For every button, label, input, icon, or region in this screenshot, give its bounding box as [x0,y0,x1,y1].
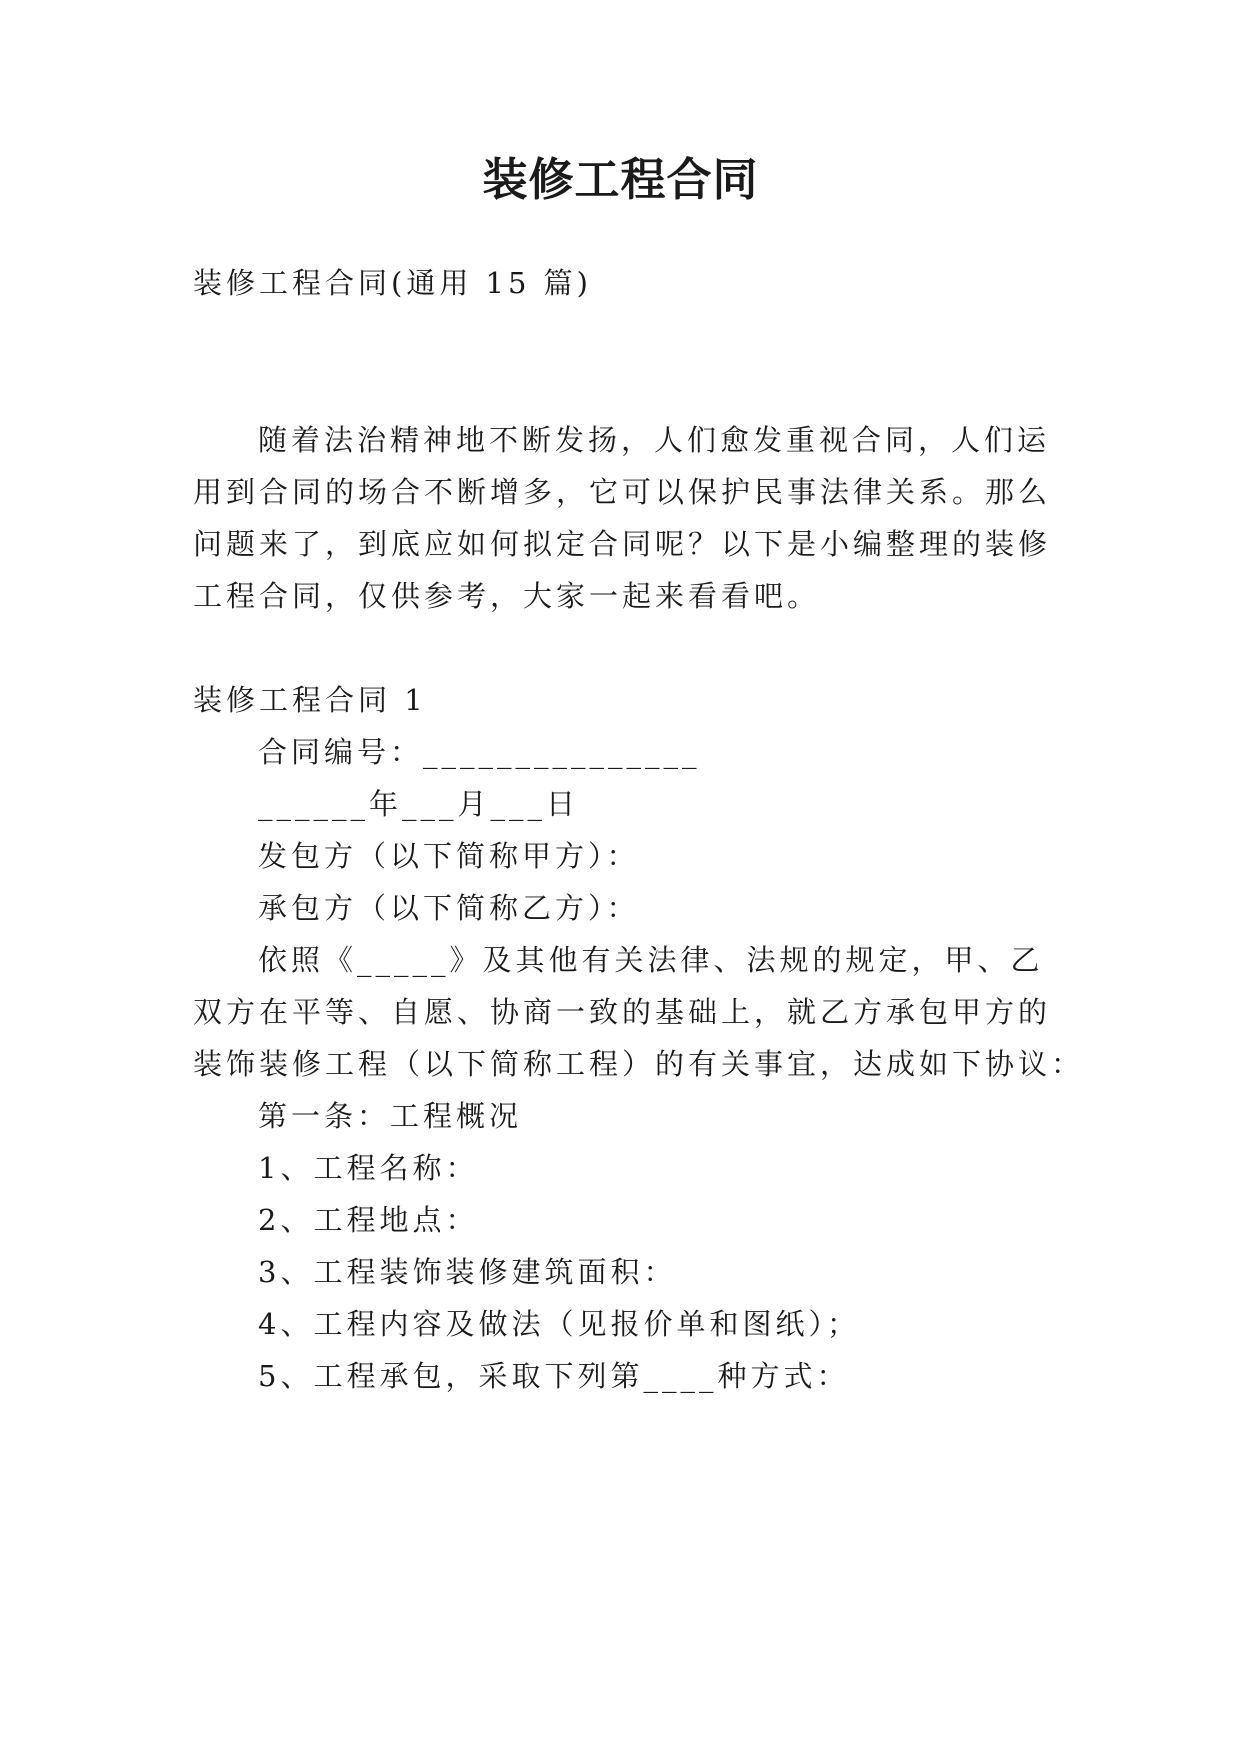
basis-line: 双方在平等、自愿、协商一致的基础上，就乙方承包甲方的 [193,995,1052,1029]
list-item: 5、工程承包，采取下列第____种方式： [258,1359,850,1393]
document-title: 装修工程合同 [482,153,759,206]
list-item: 3、工程装饰装修建筑面积： [258,1255,677,1289]
party-b: 承包方（以下简称乙方）： [258,891,640,925]
intro-line: 问题来了，到底应如何拟定合同呢？以下是小编整理的装修 [193,527,1052,561]
list-item: 1、工程名称： [258,1151,479,1185]
contract-number: 合同编号：_______________ [258,735,701,769]
basis-line: 依照《_____》及其他有关法律、法规的规定，甲、乙 [258,943,1044,977]
basis-line: 装饰装修工程（以下简称工程）的有关事宜，达成如下协议： [193,1047,1085,1081]
list-item: 4、工程内容及做法（见报价单和图纸）； [258,1307,860,1341]
date-line: ______年___月___日 [258,787,580,821]
intro-line: 随着法治精神地不断发扬，人们愈发重视合同，人们运 [258,423,1051,457]
intro-line: 工程合同，仅供参考，大家一起来看看吧。 [193,579,821,613]
document-subtitle: 装修工程合同(通用 15 篇) [193,266,592,300]
party-a: 发包方（以下简称甲方）： [258,839,640,873]
intro-line: 用到合同的场合不断增多，它可以保护民事法律关系。那么 [193,475,1052,509]
section-heading: 装修工程合同 1 [193,683,427,717]
article-one-heading: 第一条：工程概况 [258,1099,523,1133]
list-item: 2、工程地点： [258,1203,479,1237]
